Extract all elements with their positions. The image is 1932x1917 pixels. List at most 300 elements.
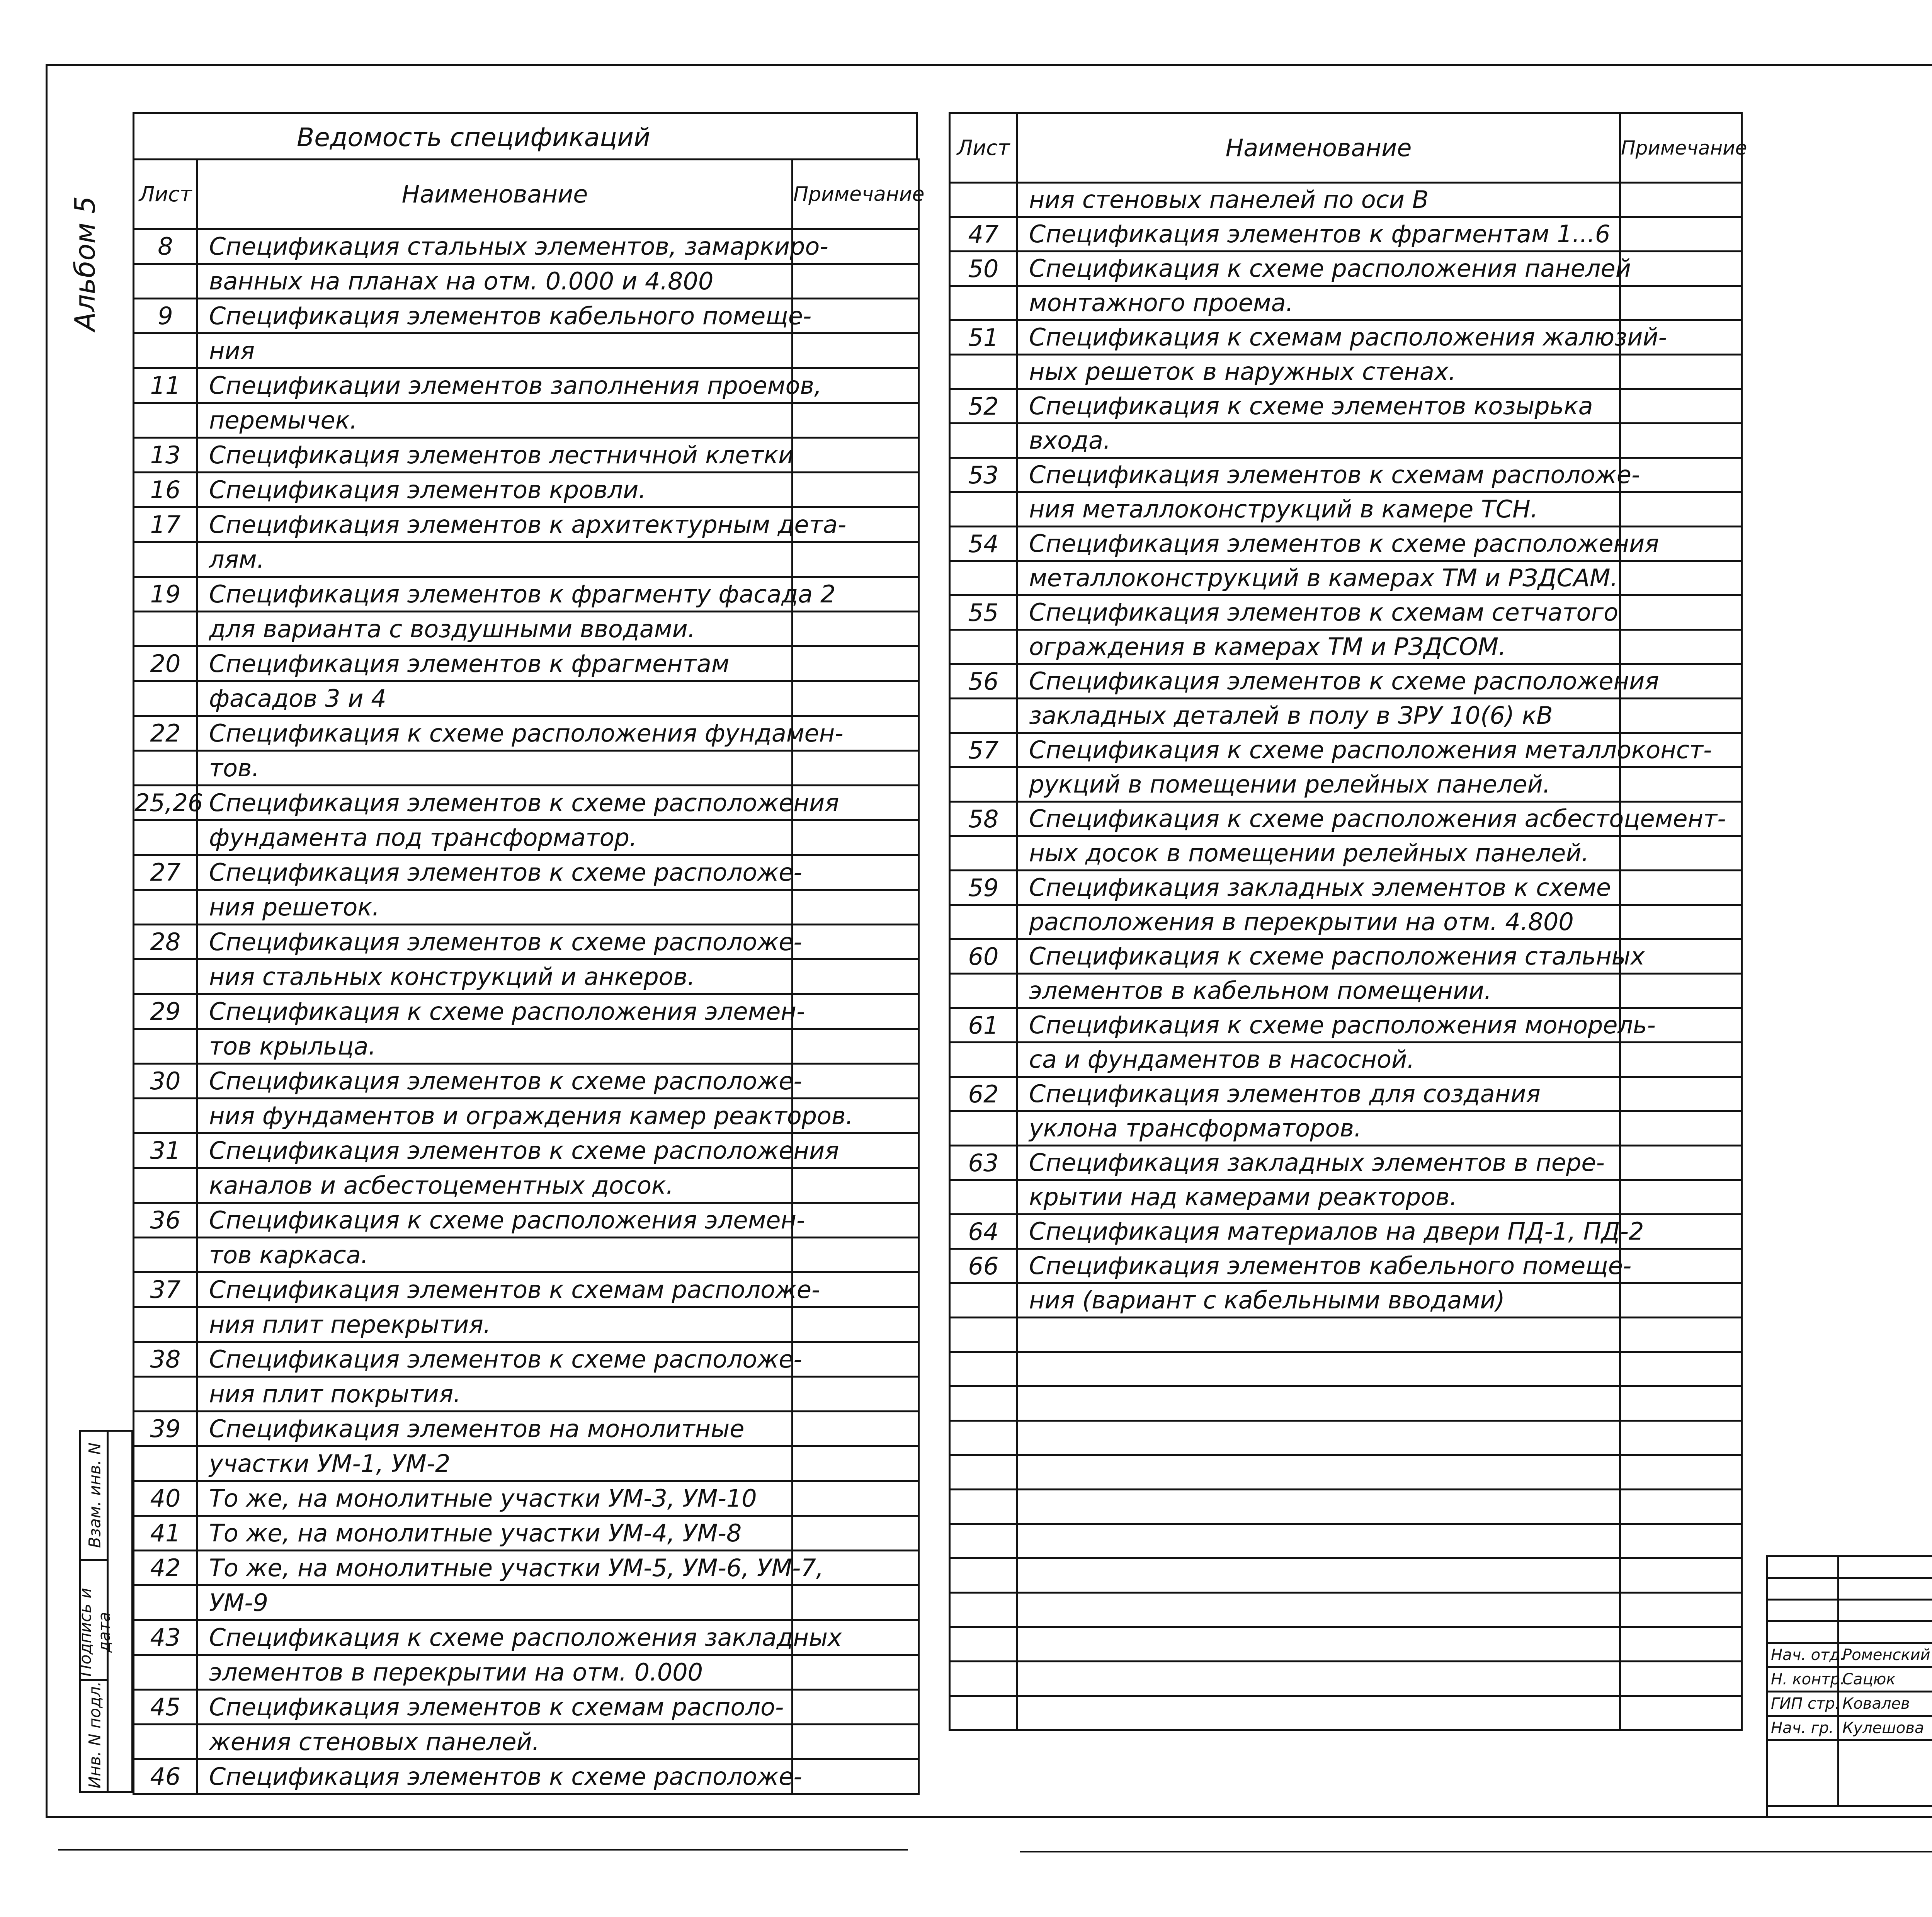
person-role: Н. контр.: [1767, 1667, 1838, 1692]
left-sheet-number: 45: [134, 1690, 197, 1725]
left-sheet-number: [134, 1585, 197, 1620]
person-row: [1767, 1692, 1932, 1716]
left-table-row: [134, 1725, 919, 1759]
left-header-row: [134, 160, 919, 229]
right-sheet-number: 52: [950, 389, 1017, 424]
left-note-cell: [793, 264, 919, 299]
right-header-row: [950, 113, 1742, 183]
left-sheet-number: 42: [134, 1551, 197, 1585]
right-sheet-number: 66: [950, 1249, 1017, 1283]
left-sheet-number: [134, 542, 197, 577]
right-spec-name: металлоконструкций в камерах ТМ и РЗДСАМ.: [1017, 561, 1620, 595]
person-row: [1767, 1643, 1932, 1667]
left-sheet-number: 29: [134, 994, 197, 1029]
right-table-row: [950, 355, 1742, 389]
right-spec-name: ограждения в камерах ТМ и РЗДСОМ.: [1017, 630, 1620, 664]
right-note-cell: [1620, 217, 1742, 252]
left-sheet-number: [134, 1307, 197, 1342]
right-table-row: [950, 1490, 1742, 1524]
right-table-row: [950, 1283, 1742, 1318]
left-note-cell: [793, 890, 919, 925]
left-sheet-number: 30: [134, 1064, 197, 1099]
right-spec-name: Спецификация элементов к схеме расположения: [1017, 527, 1620, 561]
right-sheet-number: [950, 183, 1017, 217]
right-table-row: [950, 974, 1742, 1008]
left-table-row: [134, 229, 919, 264]
right-note-cell: [1620, 1455, 1742, 1490]
right-table-row: [950, 424, 1742, 458]
right-col-sheet-header: Лист: [950, 113, 1017, 183]
left-spec-name: Спецификация к схеме расположения элемен-: [197, 1203, 793, 1238]
right-table-row: [950, 458, 1742, 492]
right-note-cell: [1620, 252, 1742, 286]
right-sheet-number: [950, 767, 1017, 802]
left-sheet-number: [134, 403, 197, 438]
left-table-row: [134, 612, 919, 646]
left-sheet-number: 40: [134, 1481, 197, 1516]
left-table-row: [134, 1272, 919, 1307]
left-spec-name: Спецификация элементов к архитектурным дета-: [197, 507, 793, 542]
right-table-row: [950, 1386, 1742, 1421]
left-spec-name: лям.: [197, 542, 793, 577]
left-spec-name: То же, на монолитные участки УМ-4, УМ-8: [197, 1516, 793, 1551]
right-sheet-number: [950, 1283, 1017, 1318]
right-note-cell: [1620, 699, 1742, 733]
left-note-cell: [793, 1377, 919, 1412]
right-spec-name: [1017, 1318, 1620, 1352]
left-note-cell: [793, 1446, 919, 1481]
right-sheet-number: 53: [950, 458, 1017, 492]
person-role: ГИП стр.: [1767, 1692, 1838, 1716]
left-table-row: [134, 1064, 919, 1099]
left-table-row: [134, 820, 919, 855]
right-spec-name: закладных деталей в полу в ЗРУ 10(6) кВ: [1017, 699, 1620, 733]
right-note-cell: [1620, 389, 1742, 424]
right-spec-name: ных досок в помещении релейных панелей.: [1017, 836, 1620, 871]
left-note-cell: [793, 1585, 919, 1620]
right-table-row: [950, 1524, 1742, 1558]
left-sheet-number: 20: [134, 646, 197, 681]
left-note-cell: [793, 1516, 919, 1551]
left-sheet-number: 22: [134, 716, 197, 751]
right-spec-name: Спецификация материалов на двери ПД-1, ПД-2: [1017, 1214, 1620, 1249]
left-table-row: [134, 1238, 919, 1272]
left-spec-name: Спецификация элементов к схеме расположе-: [197, 855, 793, 890]
right-spec-name: рукций в помещении релейных панелей.: [1017, 767, 1620, 802]
right-spec-name: Спецификация к схеме расположения стальных: [1017, 939, 1620, 974]
left-spec-name: ния: [197, 333, 793, 368]
right-table-row: [950, 1043, 1742, 1077]
album-label: Альбом 5: [69, 196, 101, 331]
right-table-row: [950, 1627, 1742, 1662]
right-spec-name: [1017, 1455, 1620, 1490]
right-spec-name: [1017, 1696, 1620, 1730]
left-note-cell: [793, 994, 919, 1029]
right-sheet-number: 59: [950, 871, 1017, 905]
right-table-row: [950, 183, 1742, 217]
right-sheet-number: [950, 1662, 1017, 1696]
right-spec-name: крытии над камерами реакторов.: [1017, 1180, 1620, 1214]
left-spec-name: Спецификации элементов заполнения проемов,: [197, 368, 793, 403]
right-sheet-number: [950, 1421, 1017, 1455]
left-spec-name: ния решеток.: [197, 890, 793, 925]
left-table-row: [134, 1481, 919, 1516]
right-note-cell: [1620, 836, 1742, 871]
right-table-row: [950, 1455, 1742, 1490]
right-spec-name: [1017, 1352, 1620, 1386]
right-spec-name: расположения в перекрытии на отм. 4.800: [1017, 905, 1620, 939]
left-table-row: [134, 1446, 919, 1481]
left-spec-name: Спецификация элементов к схеме расположения: [197, 1133, 793, 1168]
left-table-row: [134, 751, 919, 786]
right-note-cell: [1620, 630, 1742, 664]
left-sheet-number: [134, 1377, 197, 1412]
left-spec-name: Спецификация элементов на монолитные: [197, 1412, 793, 1446]
left-sheet-number: 11: [134, 368, 197, 403]
left-note-cell: [793, 1725, 919, 1759]
left-col-note-header: Примечание: [793, 160, 919, 229]
left-spec-name: для варианта с воздушными вводами.: [197, 612, 793, 646]
left-spec-name: тов каркаса.: [197, 1238, 793, 1272]
right-spec-name: Спецификация закладных элементов в пере-: [1017, 1146, 1620, 1180]
left-note-cell: [793, 959, 919, 994]
right-sheet-number: [950, 1111, 1017, 1146]
right-spec-name: Спецификация к схеме расположения металлоконст-: [1017, 733, 1620, 767]
left-table-row: [134, 1342, 919, 1377]
inv-podl-label: Инв. N подл.: [85, 1681, 104, 1789]
left-note-cell: [793, 1029, 919, 1064]
right-sheet-number: [950, 355, 1017, 389]
left-sheet-number: 27: [134, 855, 197, 890]
left-sheet-number: [134, 612, 197, 646]
right-sheet-number: 64: [950, 1214, 1017, 1249]
right-note-cell: [1620, 1696, 1742, 1730]
right-sheet-number: [950, 836, 1017, 871]
right-table-row: [950, 630, 1742, 664]
right-sheet-number: [950, 1490, 1017, 1524]
left-note-cell: [793, 1655, 919, 1690]
left-table-row: [134, 1759, 919, 1794]
left-table-row: [134, 542, 919, 577]
right-note-cell: [1620, 1318, 1742, 1352]
left-note-cell: [793, 925, 919, 959]
right-spec-name: Спецификация к схеме расположения асбестоцемент-: [1017, 802, 1620, 836]
left-note-cell: [793, 820, 919, 855]
right-sheet-number: 62: [950, 1077, 1017, 1111]
right-note-cell: [1620, 767, 1742, 802]
left-spec-name: Спецификация элементов к схеме расположе-: [197, 925, 793, 959]
left-spec-name: тов крыльца.: [197, 1029, 793, 1064]
right-sheet-number: 57: [950, 733, 1017, 767]
left-spec-name: То же, на монолитные участки УМ-5, УМ-6, УМ-7,: [197, 1551, 793, 1585]
left-sheet-number: [134, 681, 197, 716]
left-note-cell: [793, 681, 919, 716]
right-note-cell: [1620, 1180, 1742, 1214]
right-sheet-number: [950, 1558, 1017, 1593]
side-stamp-divider-2: [81, 1559, 107, 1561]
right-sheet-number: 61: [950, 1008, 1017, 1043]
left-note-cell: [793, 1307, 919, 1342]
left-sheet-number: 25,26: [134, 786, 197, 820]
right-spec-name: [1017, 1593, 1620, 1627]
right-spec-name: [1017, 1386, 1620, 1421]
right-sheet-number: [950, 1043, 1017, 1077]
right-sheet-number: [950, 1524, 1017, 1558]
right-table-row: [950, 802, 1742, 836]
person-row: [1767, 1716, 1932, 1740]
left-table-title-box: [133, 112, 918, 158]
left-table-row: [134, 1099, 919, 1133]
left-table-row: [134, 855, 919, 890]
left-sheet-number: 38: [134, 1342, 197, 1377]
left-table-row: [134, 1377, 919, 1412]
left-table-row: [134, 994, 919, 1029]
right-note-cell: [1620, 1111, 1742, 1146]
left-note-cell: [793, 1759, 919, 1794]
left-table-row: [134, 1690, 919, 1725]
right-note-cell: [1620, 561, 1742, 595]
right-table-row: [950, 1352, 1742, 1386]
left-sheet-number: 46: [134, 1759, 197, 1794]
left-table-row: [134, 1551, 919, 1585]
left-table-row: [134, 1655, 919, 1690]
vzam-inv-label: Взам. инв. N: [85, 1442, 104, 1548]
right-table-row: [950, 217, 1742, 252]
right-note-cell: [1620, 1386, 1742, 1421]
person-name: Сацюк: [1838, 1667, 1932, 1692]
right-sheet-number: [950, 1318, 1017, 1352]
right-sheet-number: [950, 699, 1017, 733]
left-table-title: Ведомость спецификаций: [297, 122, 650, 152]
left-sheet-number: [134, 333, 197, 368]
right-sheet-number: 63: [950, 1146, 1017, 1180]
title-block: [1766, 1555, 1932, 1818]
person-role: Нач. гр.: [1767, 1716, 1838, 1740]
right-note-cell: [1620, 1077, 1742, 1111]
sign-date-label: Подпись и дата: [76, 1588, 114, 1677]
right-spec-name: уклона трансформаторов.: [1017, 1111, 1620, 1146]
right-spec-name: ных решеток в наружных стенах.: [1017, 355, 1620, 389]
left-sheet-number: [134, 1238, 197, 1272]
left-sheet-number: [134, 1168, 197, 1203]
left-spec-name: ния фундаментов и ограждения камер реакторов.: [197, 1099, 793, 1133]
right-spec-name: элементов в кабельном помещении.: [1017, 974, 1620, 1008]
right-note-cell: [1620, 1524, 1742, 1558]
left-spec-name: Спецификация элементов к схеме расположе-: [197, 1759, 793, 1794]
left-spec-name: Спецификация стальных элементов, замаркиро-: [197, 229, 793, 264]
left-sheet-number: 17: [134, 507, 197, 542]
left-note-cell: [793, 542, 919, 577]
left-spec-name: ванных на планах на отм. 0.000 и 4.800: [197, 264, 793, 299]
right-table-row: [950, 939, 1742, 974]
left-note-cell: [793, 855, 919, 890]
right-table-row: [950, 527, 1742, 561]
right-note-cell: [1620, 595, 1742, 630]
person-row: [1767, 1667, 1932, 1692]
left-sheet-number: [134, 1446, 197, 1481]
frame-left-border: [46, 64, 48, 1818]
right-spec-name: Спецификация элементов к схемам сетчатого: [1017, 595, 1620, 630]
left-col-sheet-header: Лист: [134, 160, 197, 229]
right-sheet-number: [950, 561, 1017, 595]
right-table-row: [950, 389, 1742, 424]
right-spec-name: входа.: [1017, 424, 1620, 458]
left-sheet-number: 28: [134, 925, 197, 959]
right-table-row: [950, 320, 1742, 355]
left-spec-name: Спецификация элементов кровли.: [197, 473, 793, 507]
left-sheet-number: 8: [134, 229, 197, 264]
right-note-cell: [1620, 1283, 1742, 1318]
right-spec-name: ния стеновых панелей по оси В: [1017, 183, 1620, 217]
left-spec-name: элементов в перекрытии на отм. 0.000: [197, 1655, 793, 1690]
right-note-cell: [1620, 905, 1742, 939]
right-sheet-number: [950, 974, 1017, 1008]
left-sheet-number: [134, 751, 197, 786]
right-col-note-header: Примечание: [1620, 113, 1742, 183]
left-sheet-number: 36: [134, 1203, 197, 1238]
left-spec-name: ния плит покрытия.: [197, 1377, 793, 1412]
right-table-row: [950, 286, 1742, 320]
left-table-row: [134, 299, 919, 333]
left-table-row: [134, 786, 919, 820]
right-spec-name: ния металлоконструкций в камере ТСН.: [1017, 492, 1620, 527]
left-table-row: [134, 1620, 919, 1655]
left-note-cell: [793, 646, 919, 681]
left-sheet-number: [134, 820, 197, 855]
left-sheet-number: 9: [134, 299, 197, 333]
right-spec-name: Спецификация закладных элементов к схеме: [1017, 871, 1620, 905]
left-sheet-number: 37: [134, 1272, 197, 1307]
right-note-cell: [1620, 1558, 1742, 1593]
right-spec-name: Спецификация элементов для создания: [1017, 1077, 1620, 1111]
right-spec-name: Спецификация элементов кабельного помеще-: [1017, 1249, 1620, 1283]
right-table-row: [950, 1558, 1742, 1593]
right-table-row: [950, 1421, 1742, 1455]
left-table-row: [134, 1133, 919, 1168]
right-sheet-number: [950, 1627, 1017, 1662]
frame-bottom-border: [46, 1816, 1932, 1818]
right-sheet-number: [950, 905, 1017, 939]
right-table-row: [950, 733, 1742, 767]
right-sheet-number: [950, 1593, 1017, 1627]
left-table-row: [134, 264, 919, 299]
left-sheet-number: 31: [134, 1133, 197, 1168]
right-spec-name: Спецификация к схеме расположения монорель-: [1017, 1008, 1620, 1043]
right-sheet-number: [950, 1696, 1017, 1730]
right-table-row: [950, 1008, 1742, 1043]
left-note-cell: [793, 1238, 919, 1272]
right-table-row: [950, 1662, 1742, 1696]
right-spec-name: [1017, 1558, 1620, 1593]
right-sheet-number: 54: [950, 527, 1017, 561]
person-name: Кулешова: [1838, 1716, 1932, 1740]
right-sheet-number: 58: [950, 802, 1017, 836]
right-note-cell: [1620, 1352, 1742, 1386]
right-note-cell: [1620, 871, 1742, 905]
left-note-cell: [793, 403, 919, 438]
right-table-row: [950, 1111, 1742, 1146]
right-spec-name: Спецификация к схемам расположения жалюзий-: [1017, 320, 1620, 355]
right-note-cell: [1620, 1043, 1742, 1077]
right-note-cell: [1620, 1490, 1742, 1524]
right-spec-name: Спецификация элементов к схеме расположения: [1017, 664, 1620, 699]
left-spec-name: Спецификация элементов к схеме расположе-: [197, 1342, 793, 1377]
left-note-cell: [793, 473, 919, 507]
left-note-cell: [793, 751, 919, 786]
left-spec-name: УМ-9: [197, 1585, 793, 1620]
left-spec-name: Спецификация к схеме расположения элемен-: [197, 994, 793, 1029]
left-note-cell: [793, 1064, 919, 1099]
person-role: Нач. отд.: [1767, 1643, 1838, 1667]
left-table-row: [134, 1029, 919, 1064]
left-sheet-number: [134, 264, 197, 299]
left-note-cell: [793, 1342, 919, 1377]
right-col-name-header: Наименование: [1017, 113, 1620, 183]
right-note-cell: [1620, 974, 1742, 1008]
right-table-row: [950, 1077, 1742, 1111]
left-table-row: [134, 716, 919, 751]
left-table-row: [134, 333, 919, 368]
right-spec-name: Спецификация элементов к схемам расположе-: [1017, 458, 1620, 492]
left-spec-name: перемычек.: [197, 403, 793, 438]
left-sheet-number: [134, 959, 197, 994]
right-spec-name: са и фундаментов в насосной.: [1017, 1043, 1620, 1077]
left-sheet-number: 39: [134, 1412, 197, 1446]
left-col-name-header: Наименование: [197, 160, 793, 229]
left-note-cell: [793, 438, 919, 473]
right-note-cell: [1620, 1421, 1742, 1455]
left-spec-name: Спецификация элементов кабельного помеще-: [197, 299, 793, 333]
right-note-cell: [1620, 1593, 1742, 1627]
left-sheet-number: [134, 1029, 197, 1064]
left-spec-name: жения стеновых панелей.: [197, 1725, 793, 1759]
right-sheet-number: [950, 492, 1017, 527]
left-sheet-number: [134, 1655, 197, 1690]
right-table-row: [950, 1318, 1742, 1352]
left-spec-name: ния стальных конструкций и анкеров.: [197, 959, 793, 994]
right-spec-table: [949, 112, 1747, 1731]
left-spec-name: фасадов 3 и 4: [197, 681, 793, 716]
left-table-row: [134, 681, 919, 716]
right-spec-name: Спецификация элементов к фрагментам 1...6: [1017, 217, 1620, 252]
left-note-cell: [793, 1168, 919, 1203]
left-note-cell: [793, 612, 919, 646]
right-note-cell: [1620, 286, 1742, 320]
right-sheet-number: 50: [950, 252, 1017, 286]
right-note-cell: [1620, 1627, 1742, 1662]
right-sheet-number: [950, 1455, 1017, 1490]
left-note-cell: [793, 1690, 919, 1725]
right-spec-name: [1017, 1627, 1620, 1662]
left-sheet-number: 19: [134, 577, 197, 612]
left-spec-name: участки УМ-1, УМ-2: [197, 1446, 793, 1481]
right-table-row: [950, 664, 1742, 699]
left-spec-name: Спецификация элементов к схеме расположения: [197, 786, 793, 820]
signature-table: [1766, 1555, 1932, 1807]
right-sheet-number: [950, 1352, 1017, 1386]
left-table-row: [134, 473, 919, 507]
right-table-row: [950, 1249, 1742, 1283]
right-sheet-number: [950, 286, 1017, 320]
right-spec-name: [1017, 1421, 1620, 1455]
right-sheet-number: 56: [950, 664, 1017, 699]
left-note-cell: [793, 1203, 919, 1238]
right-spec-name: [1017, 1524, 1620, 1558]
right-sheet-number: 60: [950, 939, 1017, 974]
frame-top-border: [46, 64, 1932, 66]
left-spec-name: тов.: [197, 751, 793, 786]
right-table-row: [950, 1146, 1742, 1180]
